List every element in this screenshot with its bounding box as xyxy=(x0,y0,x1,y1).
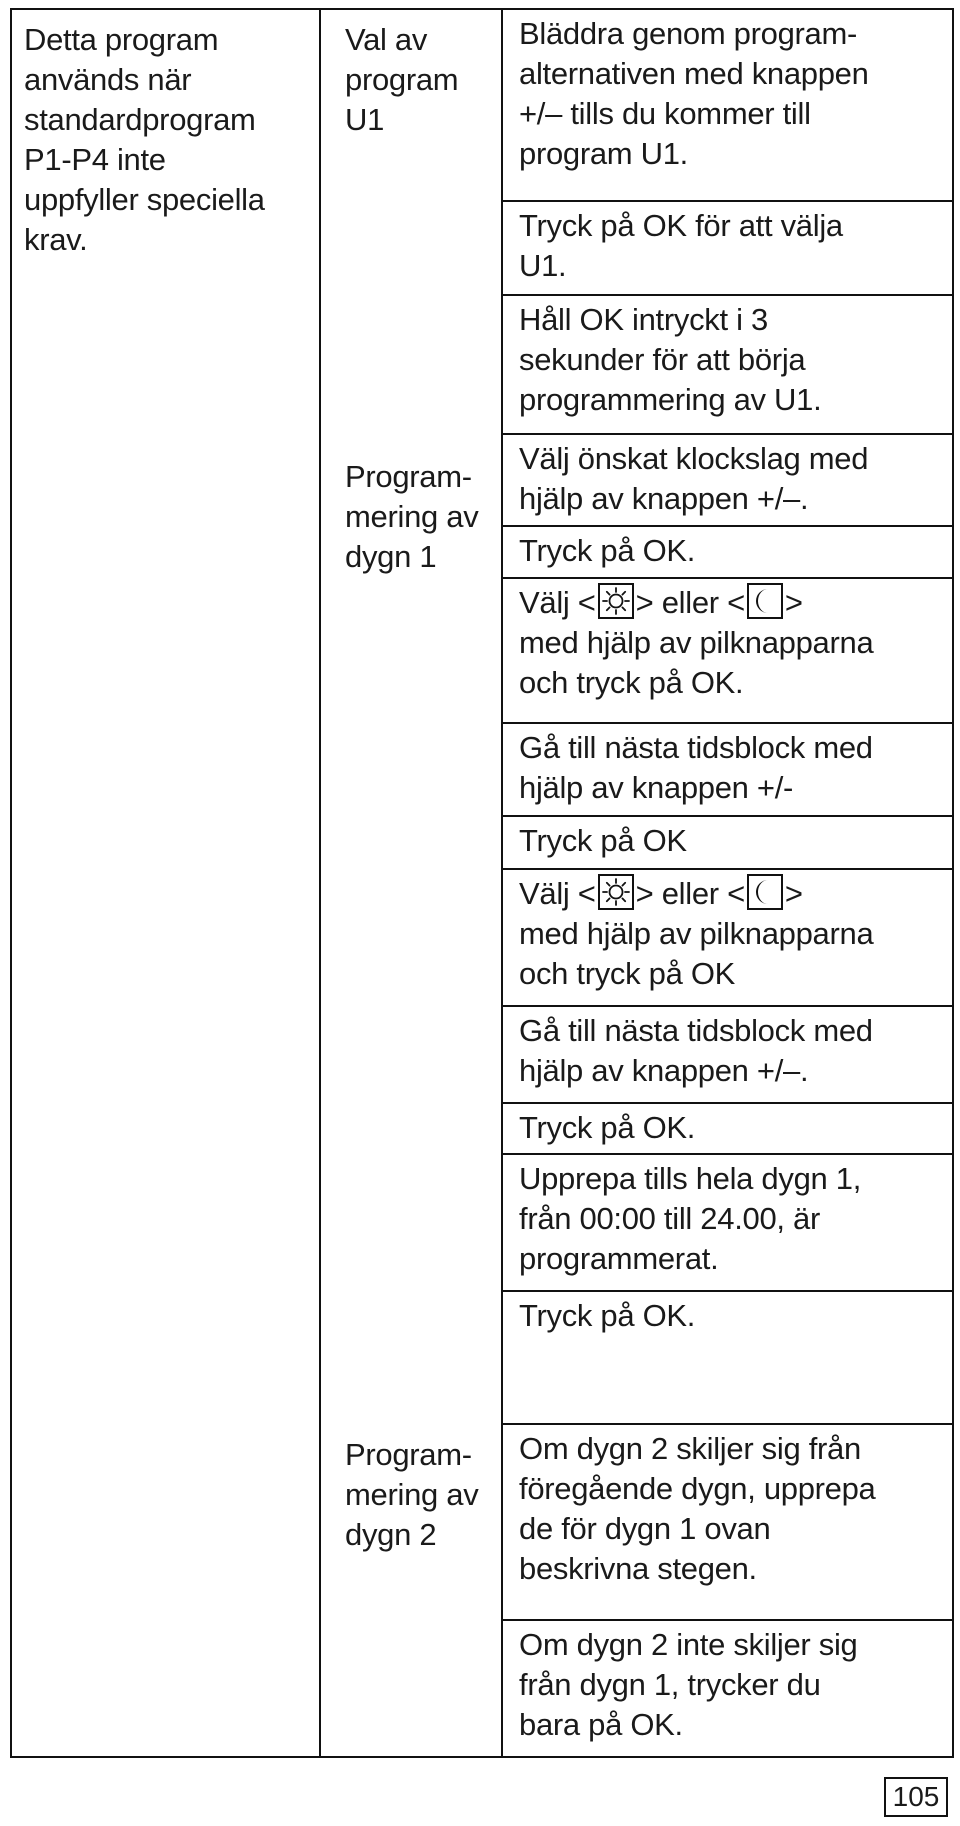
step-text-middle: > eller < xyxy=(635,585,745,620)
heading-column xyxy=(321,10,503,1756)
step-press-ok xyxy=(503,1104,952,1155)
step-text xyxy=(519,874,873,994)
step-repeat-day-1 xyxy=(503,1155,952,1292)
page-number: 105 xyxy=(884,1777,948,1817)
step-text: Tryck på OK. xyxy=(519,1298,696,1333)
step-text-rest: med hjälp av pilknapparna och tryck på OK xyxy=(519,916,874,991)
step-text-middle: > eller < xyxy=(635,876,745,911)
moon-icon xyxy=(747,874,783,910)
step-text: Tryck på OK xyxy=(519,823,687,858)
step-hold-ok xyxy=(503,296,952,435)
step-text-prefix: Välj < xyxy=(519,876,596,911)
step-press-ok xyxy=(503,527,952,579)
step-next-time-block xyxy=(503,1007,952,1104)
heading-programming-day-2: Program- mering av dygn 2 xyxy=(345,1437,479,1552)
step-text: Tryck på OK. xyxy=(519,1110,696,1145)
program-description: Detta program används när standardprogram P1-P4 inte uppfyller speciella krav. xyxy=(24,22,265,257)
step-text: Gå till nästa tidsblock med hjälp av knappen +/- xyxy=(519,730,873,805)
step-text: Gå till nästa tidsblock med hjälp av knappen +/–. xyxy=(519,1013,873,1088)
heading-select-program-u1: Val av program U1 xyxy=(345,22,459,137)
step-text xyxy=(519,583,873,703)
step-text: Tryck på OK. xyxy=(519,533,696,568)
step-press-ok xyxy=(503,1292,952,1425)
step-day-2-differs xyxy=(503,1425,952,1621)
step-text: Om dygn 2 inte skiljer sig från dygn 1, trycker du bara på OK. xyxy=(519,1627,858,1742)
step-text: Upprepa tills hela dygn 1, från 00:00 till 24.00, är programmerat. xyxy=(519,1161,862,1276)
instruction-table xyxy=(10,8,954,1758)
step-select-u1 xyxy=(503,202,952,296)
sun-icon xyxy=(598,583,634,619)
sun-icon xyxy=(598,874,634,910)
step-text-rest: med hjälp av pilknapparna och tryck på OK. xyxy=(519,625,874,700)
step-choose-time xyxy=(503,435,952,527)
step-text: Håll OK intryckt i 3 sekunder för att börja programmering av U1. xyxy=(519,302,822,417)
steps-column xyxy=(503,10,952,1756)
step-press-ok xyxy=(503,817,952,870)
step-next-time-block xyxy=(503,724,952,817)
step-text-suffix: > xyxy=(784,876,803,911)
heading-programming-day-1: Program- mering av dygn 1 xyxy=(345,459,479,574)
description-column xyxy=(12,10,321,1756)
step-browse-programs xyxy=(503,10,952,202)
step-choose-day-night xyxy=(503,579,952,724)
step-day-2-same xyxy=(503,1621,952,1756)
step-choose-day-night xyxy=(503,870,952,1007)
step-text-suffix: > xyxy=(784,585,803,620)
step-text: Om dygn 2 skiljer sig från föregående dygn, upprepa de för dygn 1 ovan beskrivna stegen. xyxy=(519,1431,876,1586)
moon-icon xyxy=(747,583,783,619)
step-text: Välj önskat klockslag med hjälp av knappen +/–. xyxy=(519,441,869,516)
step-text-prefix: Välj < xyxy=(519,585,596,620)
step-text: Tryck på OK för att välja U1. xyxy=(519,208,843,283)
step-text: Bläddra genom program- alternativen med knappen +/– tills du kommer till program U1. xyxy=(519,16,869,171)
